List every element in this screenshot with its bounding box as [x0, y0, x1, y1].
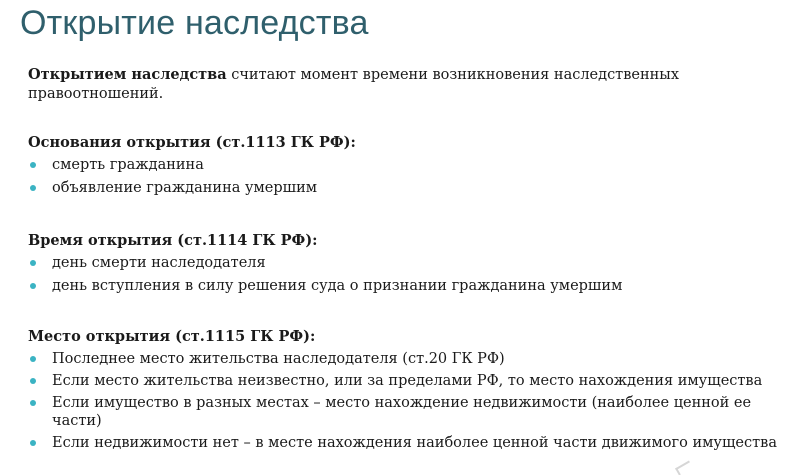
intro-paragraph [28, 65, 768, 104]
round-bullet-icon [30, 378, 36, 384]
list-item-text: день смерти наследодателя [52, 255, 266, 271]
round-bullet-icon [30, 400, 36, 406]
section-heading: Время открытия (ст.1114 ГК РФ): [28, 232, 318, 249]
bullet-list [28, 350, 788, 452]
list-item [28, 254, 788, 272]
round-bullet-icon [30, 162, 36, 168]
list-item-text: Если место жительства неизвестно, или за пределами РФ, то место нахождения имущества [52, 373, 763, 389]
section-time [28, 231, 788, 300]
list-item-text: Если имущество в разных местах – место нахождение недвижимости (наиболее ценной ее части) [52, 395, 752, 429]
intro-term: Открытием наследства [28, 66, 227, 83]
bullet-list [28, 254, 788, 295]
list-item [28, 156, 788, 174]
section-heading: Основания открытия (ст.1113 ГК РФ): [28, 134, 356, 151]
bullet-list [28, 156, 788, 197]
list-item-text: Последнее место жительства наследодателя (ст.20 ГК РФ) [52, 351, 505, 367]
page-title: Открытие наследства [20, 4, 369, 42]
round-bullet-icon [30, 260, 36, 266]
list-item [28, 394, 788, 430]
round-bullet-icon [30, 356, 36, 362]
list-item [28, 179, 788, 197]
list-item [28, 277, 788, 295]
decorative-mark [675, 461, 693, 475]
list-item [28, 372, 788, 390]
section-grounds [28, 133, 788, 202]
round-bullet-icon [30, 185, 36, 191]
list-item-text: объявление гражданина умершим [52, 180, 318, 196]
intro-definition: считают момент времени возникновения наследственных правоотношений. [28, 67, 679, 102]
round-bullet-icon [30, 440, 36, 446]
list-item [28, 350, 788, 368]
section-place [28, 327, 788, 456]
list-item [28, 434, 788, 452]
list-item-text: Если недвижимости нет – в месте нахождения наиболее ценной части движимого имущества [52, 435, 777, 451]
round-bullet-icon [30, 283, 36, 289]
list-item-text: смерть гражданина [52, 157, 204, 173]
section-heading: Место открытия (ст.1115 ГК РФ): [28, 328, 316, 345]
list-item-text: день вступления в силу решения суда о признании гражданина умершим [52, 278, 623, 294]
